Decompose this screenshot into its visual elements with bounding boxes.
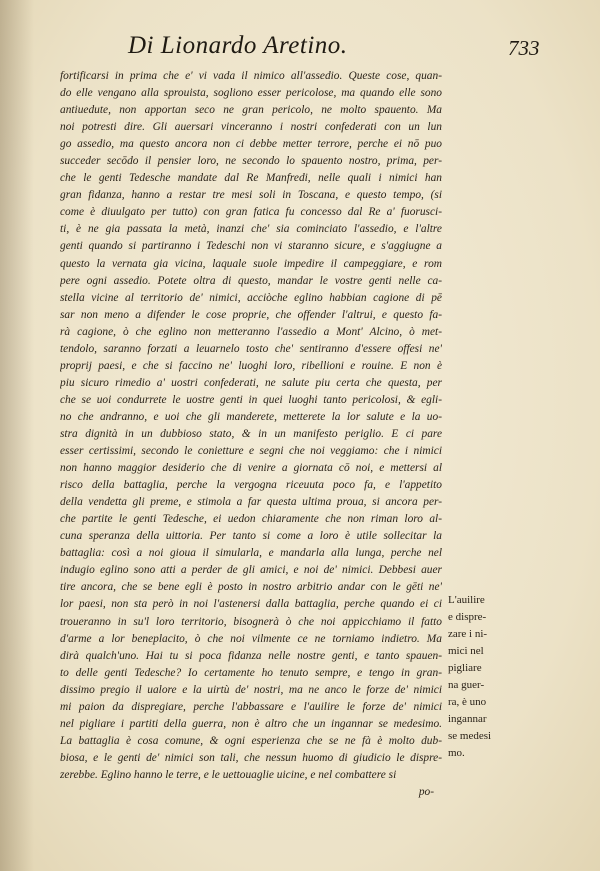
text-line: sar non meno a difender le cose proprie, che offender l'altrui, e questo fa-	[60, 308, 442, 321]
text-line: stra dignità in un dubbioso stato, & in un manifesto periglio. E ci pare	[60, 427, 442, 440]
running-title: Di Lionardo Aretino.	[128, 32, 348, 59]
text-line: tendolo, saranno forzati a leuarnelo tosto che' sentiranno d'essere offesi ne'	[60, 342, 442, 355]
marginal-note-line: ra, è uno	[448, 696, 487, 708]
text-line: pere ogni assedio. Potete oltra di questo, mandar le vostre genti nelle ca-	[60, 274, 442, 287]
text-line: genti quando si partiranno i Tedeschi non vi staranno sicure, e s'aggiugne a	[60, 240, 442, 253]
text-line: fortificarsi in prima che e' vi vada il nimico all'assedio. Queste cose, quan-	[60, 70, 442, 82]
text-line: to delle genti Tedesche? Io certamente ho tenuto sempre, e tengo in gran-	[60, 666, 442, 679]
marginal-note-line: zare i ni-	[448, 628, 488, 640]
text-line: tire ancora, che se bene egli è posto in nostro arbitrio andar con le gēti ne'	[60, 581, 442, 594]
marginal-note-line: mici nel	[448, 645, 484, 657]
text-line: non hanno maggior desiderio che di venire a giornata cō noi, e mettersi al	[60, 462, 442, 475]
marginal-note-line: se medesi	[448, 730, 492, 742]
text-line: ti, è ne gia passata la metà, inanzi che' sia cominciato l'assedio, e l'altre	[60, 223, 442, 236]
text-line: dirà qualch'uno. Hai tu si poca fidanza nelle nostre genti, e tanto spauen-	[60, 649, 442, 662]
text-line: noi potresti dire. Gli auersari vinceranno i nostri confederati con un lun	[60, 121, 442, 134]
text-line: gran fidanza, hanno a restar tre mesi soli in Toscana, e questo tempo, (si	[60, 189, 442, 202]
text-line: go assedio, ma questo ancora non ci debbe metter terrore, perche ei nō puo	[60, 138, 442, 151]
text-line: biosa, e le genti de' nimici son tali, che nessun huomo di giudicio le dispre-	[60, 751, 442, 764]
text-line: no che andranno, e uoi che gli manderete, metterete la lor salute e la uo-	[60, 410, 442, 423]
marginal-note	[448, 592, 502, 762]
text-line: indugio eglino sono atti a perder de gli amici, e noi de' nimici. Debbesi auer	[60, 564, 442, 577]
text-line: lor paesi, non sta però in noi l'astenersi dalla battaglia, perche quando ei ci	[60, 598, 442, 611]
marginal-note-line: na guer-	[448, 679, 485, 691]
spine-shadow	[0, 0, 34, 871]
text-line: della vendetta gli preme, e stimola a far questa ultima proua, si ancora per-	[60, 496, 442, 509]
text-line: do elle vengano alla sprouista, sogliono esser pericolose, ma quando elle sono	[60, 87, 442, 100]
text-line: d'arme a lor beneplacito, ò che noi vilmente ce ne torniamo indietro. Ma	[60, 632, 442, 645]
marginal-note-line: L'auilire	[448, 594, 485, 606]
text-line: battaglia: così a noi gioua il simularla, e mandarla alla lunga, perche nel	[60, 547, 442, 560]
marginal-note-line: mo.	[448, 747, 465, 759]
text-line: risco della battaglia, perche la vergogna riceuuta poco fa, e l'appetito	[60, 479, 442, 492]
text-line: antiuedute, non apportan seco ne gran pericolo, ne molto spauento. Ma	[60, 104, 442, 117]
text-line: come è diuulgato per tutto) con gran fatica fu concesso dal Re a' fuorusci-	[60, 206, 442, 219]
marginal-note-line: e dispre-	[448, 611, 487, 623]
marginal-note-line: ingannar	[448, 713, 487, 725]
catchword: po-	[418, 785, 434, 798]
page-number: 733	[508, 36, 540, 60]
text-line: che partite le genti Tedesche, ei uedon chiaramente che non riman loro al-	[60, 513, 442, 526]
text-line: dissimo pregio il ualore e la uirtù de' nostri, ma ne anco le forze de' nimici	[60, 683, 442, 696]
text-line: proprij paesi, e che si faccino ne' luoghi loro, ribellioni e rouine. E non è	[60, 359, 442, 372]
text-line: La battaglia è cosa comune, & ogni esperienza che se ne fà è molto dub-	[60, 734, 442, 747]
running-head	[0, 28, 600, 68]
text-line: zerebbe. Eglino hanno le terre, e le uettouaglie uicine, e nel combattere si	[60, 768, 397, 781]
text-line: cuna speranza della uittoria. Per tanto si come a loro è utile sollecitar la	[60, 530, 442, 543]
text-line: esser certissimi, secondo le conietture e segni che noi veggiamo: che i nimici	[60, 445, 442, 458]
text-line: succeder secōdo il pensier loro, ne secondo lo spauento nostro, prima, per-	[60, 155, 442, 168]
text-line: mi paion da dispregiare, perche l'abbassare e l'auilire le forze de' nimici	[60, 700, 442, 713]
text-line: nel pigliare i partiti della guerra, non è altro che un ingannar se medesimo.	[60, 717, 442, 730]
text-line: piu sicuro rimedio a' uostri confederati, ne salute piu certa che questa, per	[60, 376, 442, 389]
text-line: questo la vernata gia vicina, laquale suole impedire il campeggiare, e rom	[60, 257, 442, 270]
text-line: che se uoi condurrete le uostre genti in quei luoghi tanto pericolosi, & egli-	[60, 393, 442, 406]
text-line: rà cagione, ò che eglino non metteranno l'assedio a Mont' Alcino, ò met-	[60, 325, 442, 338]
marginal-note-line: pigliare	[448, 662, 482, 674]
text-line: troueranno in su'l loro territorio, bisognerà ò che noi appicchiamo il fatto	[60, 615, 442, 628]
text-line: stella vicine al territorio de' nimici, acciòche eglino habbian cagione di pē	[60, 291, 442, 304]
text-line: che le genti Tedesche mandate dal Re Manfredi, nelle quali i nimici han	[60, 172, 442, 185]
body-text	[60, 68, 442, 801]
